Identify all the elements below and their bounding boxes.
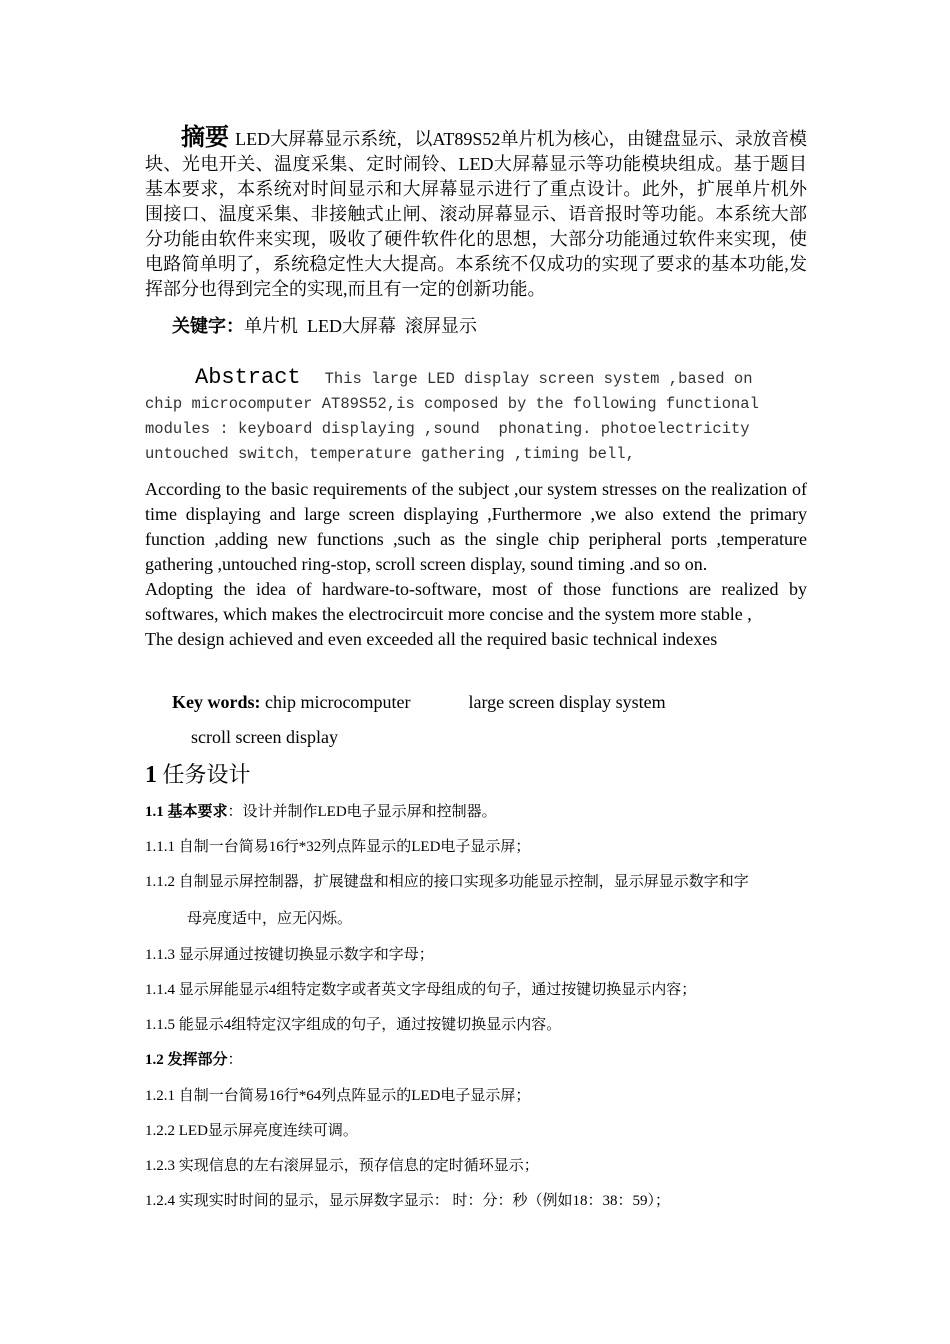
- abstract-en-para2: Adopting the idea of hardware-to-software, most of those functions are realized by softwares, which makes the electrocircuit more concise and the system more stable ,: [145, 579, 807, 624]
- abstract-en-intro: [145, 365, 807, 467]
- section-1-1-label: 1.1 基本要求: [145, 804, 228, 820]
- section-1-title: 任务设计: [162, 762, 251, 787]
- section-1-1-text: ：设计并制作LED电子显示屏和控制器。: [227, 804, 497, 820]
- list-item: 1.2.3 实现信息的左右滚屏显示，预存信息的定时循环显示；: [145, 1158, 539, 1174]
- keywords-en: [172, 690, 666, 715]
- abstract-cn-text: LED大屏幕显示系统，以AT89S52单片机为核心，由键盘显示、录放音模块、光电开关、温度采集、定时闹铃、LED大屏幕显示等功能模块组成。基于题目基本要求，本系统对时间显示和大屏幕显示进行了重点设计。此外，扩展单片机外围接口、温度采集、非接触式止闸、滚动屏幕显示、语音报时等功能。本系统大部分功能由软件来实现，吸收了硬件软件化的思想，大部分功能通过软件来实现，使电路简单明了，系统稳定性大大提高。本系统不仅成功的实现了要求的基本功能,发挥部分也得到完全的实现,而且有一定的创新功能。: [145, 129, 808, 299]
- list-item: 1.1.3 显示屏通过按键切换显示数字和字母；: [145, 947, 434, 963]
- keywords-en-text1: chip microcomputer: [265, 692, 411, 712]
- keywords-en-text3: scroll screen display: [191, 727, 338, 747]
- list-item: 1.2.4 实现实时时间的显示，显示屏数字显示： 时：分：秒（例如18：38：59）；: [145, 1193, 671, 1209]
- list-item: 1.1.4 显示屏能显示4组特定数字或者英文字母组成的句子，通过按键切换显示内容；: [145, 982, 697, 998]
- keywords-cn-text: 单片机 LED大屏幕 滚屏显示: [244, 316, 477, 336]
- keywords-cn: [172, 314, 477, 339]
- section-1-2-text: ：: [227, 1052, 243, 1068]
- keywords-en-label: Key words:: [172, 692, 261, 712]
- list-item: 母亮度适中，应无闪烁。: [187, 911, 353, 927]
- abstract-en-line3: modules : keyboard displaying ,sound phonating. photoelectricity: [145, 420, 750, 438]
- list-item: 1.1.5 能显示4组特定汉字组成的句子，通过按键切换显示内容。: [145, 1017, 562, 1033]
- section-1-2-label: 1.2 发挥部分: [145, 1052, 228, 1068]
- keywords-en-text2: large screen display system: [468, 692, 666, 712]
- abstract-en-para1: According to the basic requirements of the subject ,our system stresses on the realization of time displaying and large screen displaying ,Furthermore ,we also extend the primary function ,adding new functions ,such as the single chip peripheral ports ,temperature gathering ,untouched ring-stop, scroll screen display, sound timing .and so on.: [145, 479, 807, 574]
- abstract-en-line1: This large LED display screen system ,based on: [324, 370, 753, 388]
- abstract-cn-label: 摘要: [181, 125, 230, 151]
- list-item: 1.2.1 自制一台简易16行*64列点阵显示的LED电子显示屏；: [145, 1088, 531, 1104]
- abstract-en-line4: untouched switch，temperature gathering ,timing bell,: [145, 445, 635, 463]
- abstract-cn: [145, 126, 807, 302]
- abstract-en-line2: chip microcomputer AT89S52,is composed by the following functional: [145, 395, 759, 413]
- list-item: 1.1.1 自制一台简易16行*32列点阵显示的LED电子显示屏；: [145, 839, 531, 855]
- abstract-en-label: Abstract: [195, 365, 301, 390]
- abstract-en-body: [145, 477, 807, 652]
- section-1-heading: [145, 760, 251, 790]
- section-1-1: [145, 802, 497, 822]
- list-item: 1.2.2 LED显示屏亮度连续可调。: [145, 1123, 358, 1139]
- section-1-number: 1: [145, 762, 157, 788]
- abstract-en-para3: The design achieved and even exceeded all the required basic technical indexes: [145, 629, 718, 649]
- section-1-2: [145, 1050, 243, 1070]
- keywords-cn-label: 关键字：: [172, 316, 244, 336]
- list-item: 1.1.2 自制显示屏控制器，扩展键盘和相应的接口实现多功能显示控制，显示屏显示数字和字: [145, 874, 749, 890]
